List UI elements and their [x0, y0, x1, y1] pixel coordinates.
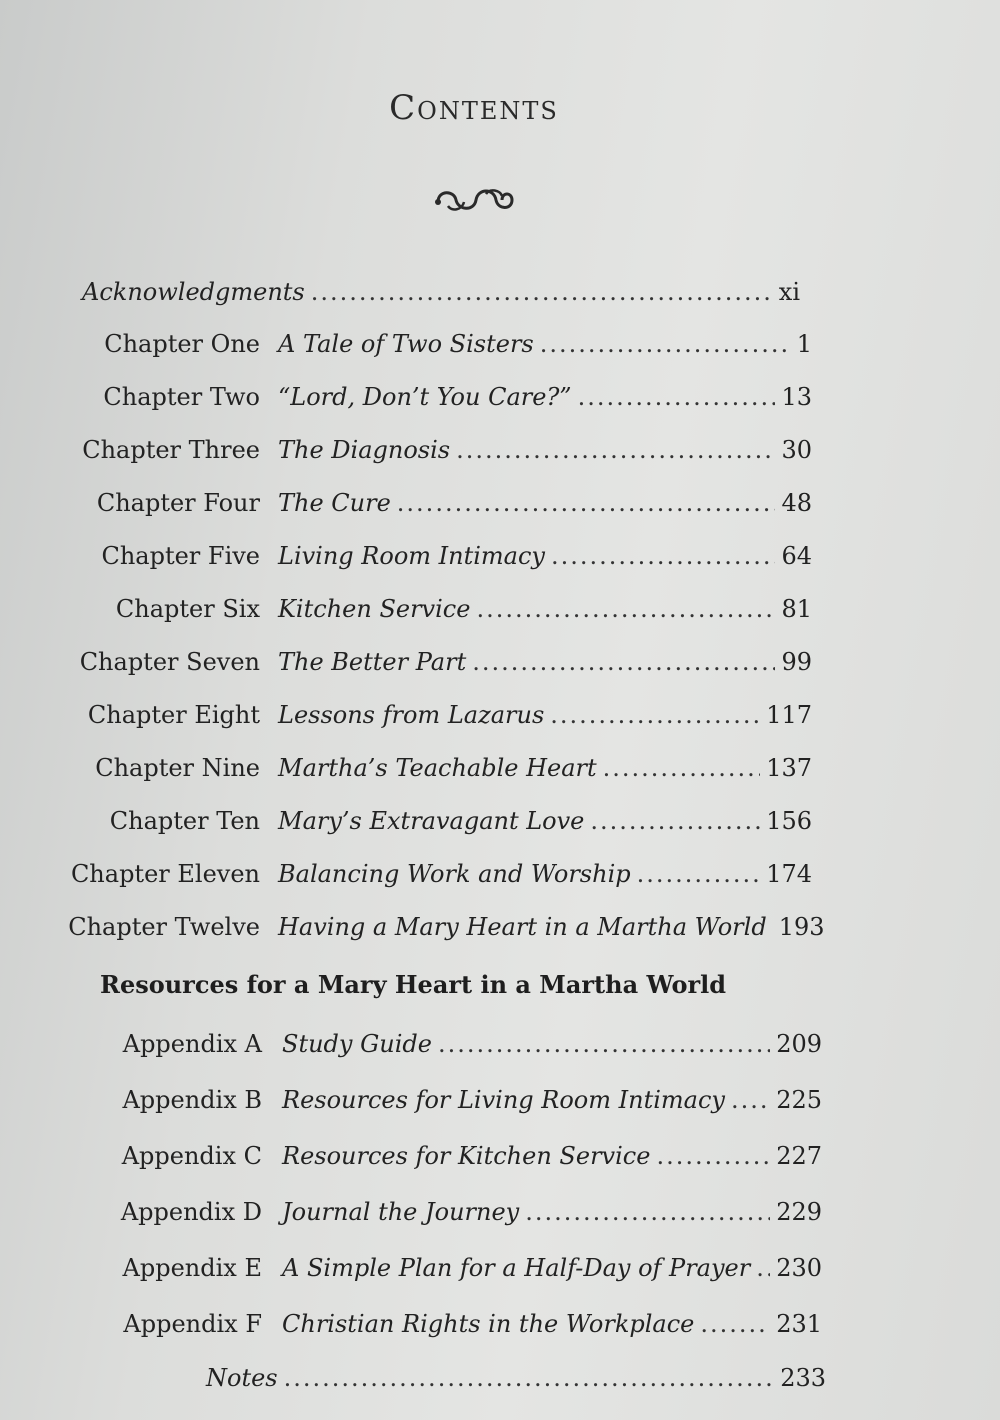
toc-label	[0, 1306, 262, 1342]
label-text: Chapter Ten	[109, 807, 260, 835]
toc-label	[0, 909, 260, 945]
label-text: Chapter Twelve	[68, 913, 260, 941]
leader-dots	[603, 750, 761, 786]
leader-dots	[397, 485, 776, 521]
toc-entry	[282, 1194, 822, 1230]
toc-label	[0, 591, 260, 627]
entry-page: 1	[796, 330, 812, 358]
toc-label	[0, 432, 260, 468]
toc-entry	[278, 485, 812, 521]
toc-label	[0, 856, 260, 892]
entry-title: Christian Rights in the Workplace	[282, 1310, 695, 1338]
label-text: Chapter Nine	[95, 754, 260, 782]
label-text: Chapter Eleven	[70, 860, 260, 888]
leader-dots	[284, 1360, 775, 1396]
toc-label	[0, 1082, 262, 1118]
toc-label	[0, 1138, 262, 1174]
toc-entry	[278, 856, 812, 892]
entry-page: 64	[781, 542, 812, 570]
entry-title: Study Guide	[282, 1030, 432, 1058]
leader-dots	[456, 432, 775, 468]
toc-label	[0, 803, 260, 839]
entry-title: Resources for Living Room Intimacy	[282, 1086, 725, 1114]
entry-title: Balancing Work and Worship	[278, 860, 631, 888]
entry-title: The Cure	[278, 489, 391, 517]
leader-dots	[700, 1306, 770, 1342]
entry-title: Martha’s Teachable Heart	[278, 754, 597, 782]
entry-page: 193	[778, 913, 825, 941]
label-text: Appendix A	[122, 1030, 262, 1058]
entry-page: 225	[776, 1086, 822, 1114]
toc-label	[0, 326, 260, 362]
label-text: Appendix D	[120, 1198, 262, 1226]
leader-dots	[578, 379, 776, 415]
leader-dots	[656, 1138, 770, 1174]
toc-label	[0, 379, 260, 415]
toc-entry	[282, 1138, 822, 1174]
entry-page: 13	[781, 383, 812, 411]
label-text: Chapter Three	[82, 436, 260, 464]
label-text: Chapter Two	[103, 383, 260, 411]
page-title: Contents	[389, 88, 559, 128]
toc-entry	[282, 1306, 822, 1342]
toc-entry	[278, 803, 812, 839]
entry-page: 81	[781, 595, 812, 623]
entry-title: Living Room Intimacy	[278, 542, 545, 570]
entry-page: 137	[766, 754, 812, 782]
label-text: Chapter Four	[96, 489, 260, 517]
entry-page: 209	[776, 1030, 822, 1058]
toc-label	[0, 1250, 262, 1286]
label-text: Chapter Seven	[79, 648, 260, 676]
toc-entry	[278, 379, 812, 415]
leader-dots	[756, 1250, 770, 1286]
entry-page: 156	[766, 807, 812, 835]
entry-title: Notes	[206, 1364, 278, 1392]
entry-page: 174	[766, 860, 812, 888]
scroll-flourish-icon	[430, 180, 520, 220]
toc-entry	[278, 432, 812, 468]
entry-title: “Lord, Don’t You Care?”	[278, 383, 572, 411]
toc-entry	[278, 326, 812, 362]
entry-page: 227	[776, 1142, 822, 1170]
toc-entry-notes	[206, 1360, 826, 1396]
toc-label	[0, 1026, 262, 1062]
entry-title: The Diagnosis	[278, 436, 451, 464]
toc-label	[0, 697, 260, 733]
entry-page: 48	[781, 489, 812, 517]
label-text: Appendix C	[121, 1142, 262, 1170]
entry-page: 229	[776, 1198, 822, 1226]
entry-title: Journal the Journey	[282, 1198, 520, 1226]
label-text: Chapter Five	[101, 542, 260, 570]
entry-title: Having a Mary Heart in a Martha World	[278, 913, 767, 941]
toc-label	[0, 1194, 262, 1230]
entry-title: A Tale of Two Sisters	[278, 330, 534, 358]
leader-dots	[731, 1082, 770, 1118]
toc-entry	[278, 591, 812, 627]
toc-entry	[278, 644, 812, 680]
toc-label	[0, 538, 260, 574]
label-text: Chapter Eight	[87, 701, 260, 729]
toc-entry-acknowledgments	[82, 274, 800, 310]
entry-title: Acknowledgments	[82, 278, 305, 306]
entry-title: Lessons from Lazarus	[278, 701, 545, 729]
toc-entry	[278, 909, 825, 945]
leader-dots	[525, 1194, 770, 1230]
leader-dots	[590, 803, 760, 839]
entry-page: 117	[766, 701, 812, 729]
leader-dots	[311, 274, 773, 310]
entry-page: 231	[776, 1310, 822, 1338]
leader-dots	[438, 1026, 770, 1062]
toc-entry	[282, 1026, 822, 1062]
entry-page: 233	[780, 1364, 826, 1392]
toc-label	[0, 644, 260, 680]
leader-dots	[550, 697, 760, 733]
label-text: Chapter One	[104, 330, 260, 358]
entry-title: The Better Part	[278, 648, 467, 676]
resources-heading: Resources for a Mary Heart in a Martha World	[100, 970, 727, 999]
toc-entry	[278, 750, 812, 786]
entry-page: 230	[776, 1254, 822, 1282]
toc-label	[0, 750, 260, 786]
toc-entry	[282, 1082, 822, 1118]
label-text: Appendix E	[122, 1254, 262, 1282]
entry-page: 99	[781, 648, 812, 676]
leader-dots	[637, 856, 761, 892]
label-text: Appendix F	[123, 1310, 262, 1338]
toc-entry	[278, 697, 812, 733]
label-text: Chapter Six	[115, 595, 260, 623]
label-text: Appendix B	[122, 1086, 262, 1114]
entry-title: Mary’s Extravagant Love	[278, 807, 585, 835]
toc-label	[0, 485, 260, 521]
leader-dots	[472, 644, 775, 680]
entry-page: xi	[778, 278, 800, 306]
toc-entry	[278, 538, 812, 574]
leader-dots	[540, 326, 791, 362]
leader-dots	[476, 591, 775, 627]
toc-entry	[282, 1250, 822, 1286]
entry-title: Resources for Kitchen Service	[282, 1142, 651, 1170]
entry-page: 30	[781, 436, 812, 464]
entry-title: A Simple Plan for a Half-Day of Prayer	[282, 1254, 751, 1282]
leader-dots	[551, 538, 775, 574]
entry-title: Kitchen Service	[278, 595, 471, 623]
